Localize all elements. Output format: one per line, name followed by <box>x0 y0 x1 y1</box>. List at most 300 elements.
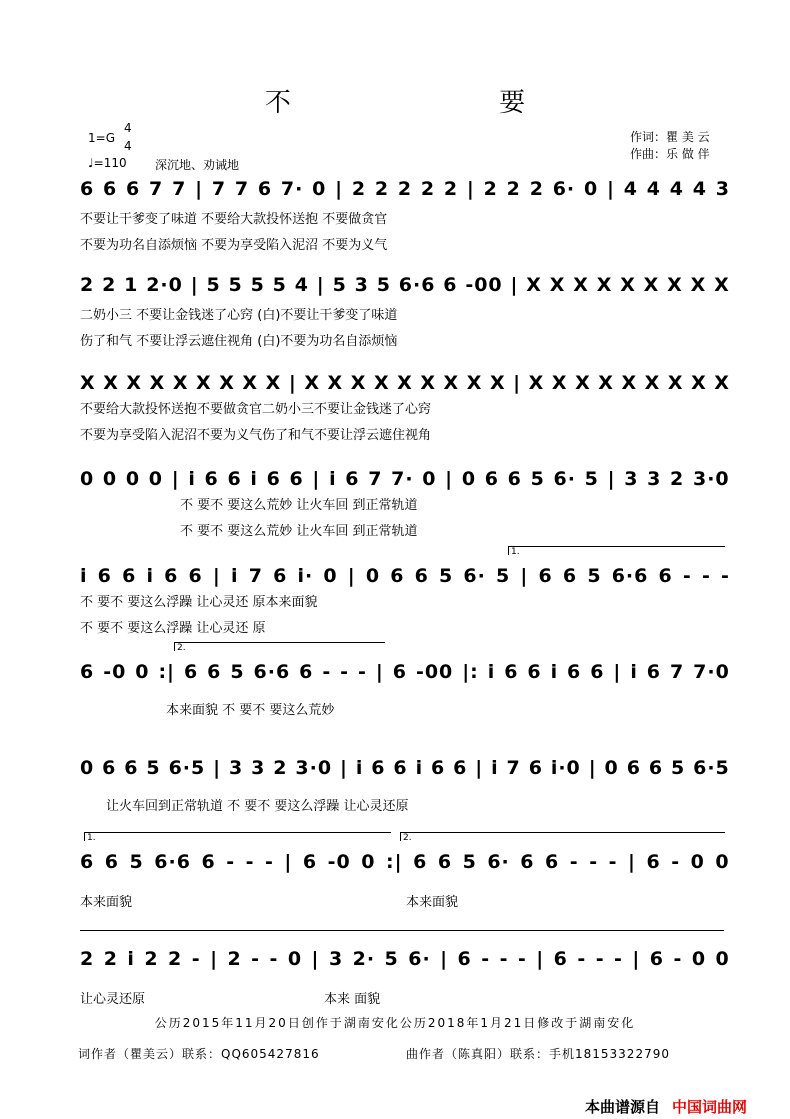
barline: | <box>445 468 454 490</box>
note-symbol: 6 <box>453 757 468 779</box>
note-symbol: 6 <box>437 851 453 873</box>
note-symbol: 6 <box>414 565 429 587</box>
note-symbol: X <box>420 372 436 394</box>
note-symbol: 6· <box>463 565 486 587</box>
note-symbol: - <box>265 851 274 873</box>
note-symbol: 0 <box>323 565 338 587</box>
barline: :| <box>386 851 403 873</box>
note-symbol: 5 <box>462 851 477 873</box>
note-symbol: X <box>172 372 189 394</box>
note-symbol: 4 <box>646 178 661 200</box>
note-symbol: 0 <box>715 948 730 970</box>
note-symbol: X <box>667 372 684 394</box>
note-symbol: X <box>573 274 589 296</box>
note-symbol: X <box>644 372 661 394</box>
barline: | <box>195 178 204 200</box>
note-symbol: X <box>327 372 344 394</box>
lyric-line-2: 不 要不 要这么荒妙 让火车回 到正常轨道 <box>180 524 418 539</box>
note-symbol: 6·6 <box>398 274 436 296</box>
note-symbol: 2 <box>506 178 521 200</box>
notes-line <box>80 849 730 875</box>
note-symbol: 6 <box>390 565 405 587</box>
note-symbol: - <box>589 851 599 873</box>
barline: | <box>375 661 384 683</box>
note-symbol: 2 <box>374 178 390 200</box>
note-symbol: i <box>630 661 638 683</box>
note-symbol: X <box>196 372 212 394</box>
note-symbol: 7 <box>669 661 685 683</box>
note-symbol: 5 <box>129 851 144 873</box>
note-symbol: 6 <box>538 565 553 587</box>
note-symbol: 6 <box>257 178 273 200</box>
barline: | <box>347 565 356 587</box>
note-symbol: 6 <box>97 565 112 587</box>
note-symbol: 2 <box>144 948 159 970</box>
source-site-link[interactable]: 中国词曲网 <box>672 1098 748 1116</box>
note-symbol: 7 <box>368 468 383 490</box>
note-symbol: 2 <box>397 178 413 200</box>
note-symbol: 2 <box>420 178 436 200</box>
note-symbol: i· <box>297 565 314 587</box>
note-symbol: - <box>517 948 527 970</box>
note-symbol: 0 <box>361 851 376 873</box>
note-symbol: 6· <box>552 178 576 200</box>
note-symbol: X <box>596 274 613 296</box>
note-symbol: i <box>231 565 239 587</box>
notes-line <box>80 370 730 396</box>
note-symbol: 6·5 <box>168 757 206 779</box>
note-symbol: X <box>443 372 460 394</box>
note-symbol: 6 <box>204 468 219 490</box>
note-symbol: 0 <box>690 851 705 873</box>
note-symbol: 7·0 <box>693 661 730 683</box>
lyric-line-1: 二奶小三 不要让金钱迷了心窍 (白)不要让干爹变了味道 <box>80 308 398 323</box>
note-symbol: 6 <box>484 468 499 490</box>
barline: | <box>335 178 344 200</box>
lyric-line-2: 伤了和气 不要让浮云遮住视角 (白)不要为功名自添烦恼 <box>80 334 398 349</box>
barline: | <box>212 565 221 587</box>
lyric-line-1: 不 要不 要这么浮躁 让心灵还 原本来面貌 <box>80 595 318 610</box>
note-symbol: 6· <box>553 468 576 490</box>
note-symbol: i <box>188 468 196 490</box>
note-symbol: 6 <box>266 468 281 490</box>
note-symbol: - <box>340 661 350 683</box>
note-symbol: 6 <box>567 661 582 683</box>
note-symbol: 5 <box>376 274 391 296</box>
note-symbol: 5 <box>230 661 245 683</box>
notes-line <box>80 272 730 298</box>
note-symbol: 6· <box>408 948 431 970</box>
note-symbol: i <box>80 565 88 587</box>
note-symbol: i <box>487 661 496 683</box>
barline: | <box>510 274 519 296</box>
note-symbol: 7 <box>506 757 521 779</box>
note-symbol: 6 <box>520 851 535 873</box>
note-symbol: 6 <box>527 661 542 683</box>
note-symbol: 5 <box>272 274 287 296</box>
note-symbol: - <box>481 948 491 970</box>
note-symbol: 5 <box>584 468 599 490</box>
note-symbol: 2·0 <box>146 274 183 296</box>
note-symbol: X <box>549 274 566 296</box>
note-symbol: 6 <box>646 661 662 683</box>
time-signature-bottom: 4 <box>124 139 132 153</box>
note-symbol: 6 <box>646 851 661 873</box>
note-symbol: 2 <box>670 468 685 490</box>
barline: | <box>632 948 641 970</box>
lyric-line-2: 本来 面貌 <box>324 992 381 1007</box>
note-symbol: 6 <box>413 851 428 873</box>
note-symbol: - <box>251 948 261 970</box>
notes-line <box>80 755 730 781</box>
note-symbol: i <box>550 661 559 683</box>
barline: | <box>628 851 636 873</box>
notes-line <box>80 466 730 492</box>
note-symbol: 6 <box>507 468 522 490</box>
note-symbol: 2 <box>80 948 95 970</box>
note-symbol: i <box>329 468 337 490</box>
barline: | <box>288 372 297 394</box>
note-symbol: 6 <box>553 948 568 970</box>
note-symbol: 2 <box>80 274 95 296</box>
note-symbol: 6 <box>273 565 288 587</box>
note-symbol: - <box>595 948 605 970</box>
note-symbol: 6 <box>289 468 304 490</box>
key-signature: 1=G <box>88 131 115 145</box>
note-symbol: 6 <box>648 757 664 779</box>
note-symbol: 3·0 <box>692 468 730 490</box>
note-symbol: 5 <box>146 757 161 779</box>
note-symbol: 3 <box>354 274 369 296</box>
slur-line <box>80 930 724 939</box>
note-symbol: - <box>682 565 692 587</box>
note-symbol: 6 <box>299 661 314 683</box>
note-symbol: 6· <box>487 851 510 873</box>
barline: | <box>520 565 529 587</box>
note-symbol: 6 <box>545 851 560 873</box>
note-symbol: 5 <box>496 565 511 587</box>
note-symbol: 0 <box>365 565 381 587</box>
lyric-line-1: 本来面貌 不 要不 要这么荒妙 <box>166 703 335 718</box>
note-symbol: 2 <box>102 274 117 296</box>
note-symbol: -0 <box>327 851 351 873</box>
note-symbol: 6·5 <box>693 757 730 779</box>
note-symbol: X <box>149 372 166 394</box>
lyric-line-1: 不 要不 要这么荒妙 让火车回 到正常轨道 <box>180 498 418 513</box>
volta-bracket-2 <box>400 832 725 841</box>
notes-line <box>80 176 730 202</box>
note-symbol: 0 <box>422 468 437 490</box>
lyric-line-2: 不要为享受陷入泥沼不要为义气伤了和气不要让浮云遮住视角 <box>80 428 432 443</box>
note-symbol: -00 <box>465 274 503 296</box>
note-symbol: 6 <box>183 661 199 683</box>
note-symbol: 5 <box>228 274 243 296</box>
note-symbol: 6 <box>345 468 360 490</box>
note-symbol: 5 <box>530 468 545 490</box>
note-symbol: 6 <box>504 661 519 683</box>
note-symbol: - <box>671 851 681 873</box>
note-symbol: - <box>269 948 279 970</box>
note-symbol: -0 <box>103 661 127 683</box>
expression-marking: 深沉地、劝诫地 <box>155 158 240 172</box>
page-title: 不 要 <box>264 88 626 118</box>
note-symbol: X <box>690 274 707 296</box>
note-symbol: 3·0 <box>295 757 333 779</box>
barline: | <box>284 851 293 873</box>
note-symbol: - <box>358 661 367 683</box>
note-symbol: X <box>350 372 367 394</box>
note-symbol: 5 <box>332 274 347 296</box>
barline: | <box>536 948 545 970</box>
note-symbol: 6 <box>626 757 641 779</box>
barline: | <box>440 948 449 970</box>
note-symbol: X <box>397 372 413 394</box>
notes-line <box>80 659 730 685</box>
creation-date-note: 公历2015年11月20日创作于湖南安化公历2018年1月21日修改于湖南安化 <box>154 1016 636 1030</box>
note-symbol: 0 <box>80 757 95 779</box>
note-symbol: 0 <box>691 948 707 970</box>
note-symbol: i <box>415 757 424 779</box>
barline: | <box>607 468 616 490</box>
note-symbol: 0 <box>312 178 327 200</box>
note-symbol: X <box>575 372 591 394</box>
volta-bracket-1 <box>84 832 391 841</box>
barline: :| <box>158 661 175 683</box>
note-symbol: - <box>701 565 711 587</box>
note-symbol: 6 <box>590 661 605 683</box>
composer-credit: 作曲：乐 做 伴 <box>630 147 710 161</box>
note-symbol: 4 <box>623 178 638 200</box>
note-symbol: - <box>608 851 618 873</box>
note-symbol: 6 <box>124 757 139 779</box>
note-symbol: - <box>673 948 683 970</box>
note-symbol: 6 <box>430 757 446 779</box>
note-symbol: 4 <box>294 274 309 296</box>
note-symbol: 6 <box>528 757 543 779</box>
lyric-line-1: 本来面貌 <box>80 895 133 910</box>
note-symbol: 7· <box>280 178 304 200</box>
note-symbol: -00 <box>415 661 454 683</box>
volta-bracket-2 <box>174 642 385 651</box>
note-symbol: 7 <box>234 178 250 200</box>
note-symbol: - <box>245 851 255 873</box>
note-symbol: 6 <box>126 178 141 200</box>
note-symbol: 2 <box>443 178 459 200</box>
note-symbol: 2 <box>529 178 544 200</box>
note-symbol: 6·6 <box>253 661 291 683</box>
note-symbol: X <box>714 274 730 296</box>
source-label: 本曲谱源自 <box>585 1098 661 1116</box>
note-symbol: - <box>191 948 201 970</box>
note-symbol: i <box>127 948 135 970</box>
note-symbol: 7 <box>248 565 263 587</box>
note-symbol: 3 <box>624 468 639 490</box>
note-symbol: 5 <box>250 274 265 296</box>
note-symbol: 6 <box>457 948 472 970</box>
barline: | <box>210 948 219 970</box>
lyricist-contact: 词作者（瞿美云）联系：QQ605427816 <box>78 1047 320 1061</box>
barline: | <box>316 274 325 296</box>
note-symbol: 6 <box>122 565 137 587</box>
notes-line <box>80 563 730 589</box>
note-symbol: - <box>614 948 623 970</box>
note-symbol: 4 <box>669 178 684 200</box>
note-symbol: X <box>265 372 282 394</box>
note-symbol: X <box>219 372 235 394</box>
lyric-line-2: 不 要不 要这么浮躁 让心灵还 原 <box>80 621 266 636</box>
note-symbol: - <box>577 948 587 970</box>
note-symbol: 6 <box>302 851 318 873</box>
notes-line <box>80 946 730 972</box>
note-symbol: 6 <box>658 565 673 587</box>
note-symbol: 7 <box>149 178 164 200</box>
barline: | <box>513 372 522 394</box>
note-symbol: X <box>598 372 614 394</box>
note-symbol: 6 <box>188 565 203 587</box>
note-symbol: 7 <box>211 178 227 200</box>
lyricist-credit: 作词：瞿 美 云 <box>630 130 710 144</box>
note-symbol: X <box>489 372 506 394</box>
note-symbol: X <box>620 274 636 296</box>
barline: |: <box>462 661 479 683</box>
note-symbol: X <box>667 274 683 296</box>
note-symbol: 6 <box>80 661 95 683</box>
note-symbol: X <box>551 372 568 394</box>
note-symbol: 0 <box>583 178 599 200</box>
note-symbol: 5 <box>439 565 454 587</box>
volta-number-1: 1. <box>87 833 96 843</box>
volta-number-1: 1. <box>511 547 520 557</box>
note-symbol: 5 <box>670 757 686 779</box>
note-symbol: 2 <box>227 948 242 970</box>
note-symbol: 7 <box>172 178 187 200</box>
barline: | <box>340 757 348 779</box>
note-symbol: 3 <box>229 757 244 779</box>
volta-number-2: 2. <box>403 833 412 843</box>
note-symbol: X <box>526 274 542 296</box>
note-symbol: X <box>373 372 390 394</box>
note-symbol: 6 <box>371 757 386 779</box>
note-symbol: X <box>643 274 660 296</box>
volta-bracket-1 <box>508 546 725 555</box>
source-credit <box>585 1096 747 1117</box>
lyric-line-1: 不要给大款投怀送抱不要做贪官二奶小三不要让金钱迷了心窍 <box>80 402 432 417</box>
note-symbol: i <box>146 565 154 587</box>
note-symbol: 0 <box>125 468 141 490</box>
note-symbol: 7· <box>391 468 414 490</box>
note-symbol: 6 <box>201 851 216 873</box>
note-symbol: 0 <box>461 468 477 490</box>
note-symbol: 2 <box>103 948 118 970</box>
note-symbol: 3 <box>251 757 266 779</box>
note-symbol: X <box>621 372 638 394</box>
note-symbol: 2 <box>168 948 183 970</box>
note-symbol: i <box>250 468 258 490</box>
note-symbol: 2 <box>483 178 498 200</box>
note-symbol: X <box>80 372 96 394</box>
note-symbol: 6 <box>562 565 578 587</box>
note-symbol: - <box>499 948 509 970</box>
barline: | <box>311 948 320 970</box>
note-symbol: 1 <box>124 274 139 296</box>
note-symbol: i <box>355 757 364 779</box>
note-symbol: 6 <box>80 178 95 200</box>
note-symbol: 3 <box>328 948 344 970</box>
note-symbol: 0 <box>148 468 163 490</box>
composer-contact: 曲作者（陈真阳）联系：手机18153322790 <box>406 1047 670 1061</box>
note-symbol: 0 <box>80 468 95 490</box>
note-symbol: 6·6 <box>611 565 649 587</box>
barline: | <box>588 757 597 779</box>
note-symbol: 2 <box>351 178 367 200</box>
note-symbol: X <box>528 372 545 394</box>
note-symbol: 5 <box>384 948 399 970</box>
note-symbol: 6 <box>227 468 242 490</box>
note-symbol: 5 <box>587 565 602 587</box>
lyric-line-1: 让火车回到正常轨道 不 要不 要这么浮躁 让心灵还原 <box>106 799 409 814</box>
note-symbol: - <box>226 851 236 873</box>
barline: | <box>466 178 475 200</box>
note-symbol: 6 <box>207 661 222 683</box>
note-symbol: X <box>304 372 320 394</box>
barline: | <box>213 757 222 779</box>
note-symbol: X <box>466 372 483 394</box>
note-symbol: - <box>322 661 332 683</box>
note-symbol: i·0 <box>550 757 581 779</box>
barline: | <box>613 661 622 683</box>
barline: | <box>475 757 484 779</box>
note-symbol: X <box>691 372 707 394</box>
note-symbol: 6 <box>392 661 407 683</box>
barline: | <box>171 468 180 490</box>
lyric-line-1: 不要让干爹变了味道 不要给大款投怀送抱 不要做贪官 <box>80 212 388 227</box>
barline: | <box>606 178 615 200</box>
note-symbol: X <box>103 372 119 394</box>
note-symbol: 6 <box>104 851 119 873</box>
note-symbol: X <box>714 372 730 394</box>
note-symbol: 0 <box>135 661 150 683</box>
note-symbol: 3 <box>715 178 730 200</box>
tempo-marking: ♩=110 <box>88 156 127 170</box>
note-symbol: 0 <box>287 948 303 970</box>
note-symbol: 2 <box>273 757 288 779</box>
time-signature-top: 4 <box>124 121 132 135</box>
note-symbol: 6 <box>102 757 117 779</box>
note-symbol: 6 <box>164 565 179 587</box>
note-symbol: 0 <box>715 851 730 873</box>
note-symbol: 6 <box>80 851 95 873</box>
barline: | <box>190 274 199 296</box>
note-symbol: 0 <box>604 757 619 779</box>
note-symbol: 4 <box>692 178 707 200</box>
lyric-line-1: 让心灵还原 <box>80 992 146 1007</box>
lyric-line-2: 本来面貌 <box>406 895 459 910</box>
note-symbol: i <box>491 757 499 779</box>
note-symbol: 6 <box>103 178 118 200</box>
note-symbol: 5 <box>206 274 221 296</box>
volta-number-2: 2. <box>177 643 186 653</box>
note-symbol: 3 <box>647 468 662 490</box>
note-symbol: X <box>126 372 143 394</box>
note-symbol: X <box>242 372 259 394</box>
note-symbol: 6·6 <box>154 851 191 873</box>
note-symbol: - <box>721 565 730 587</box>
note-symbol: 6 <box>443 274 458 296</box>
barline: | <box>312 468 321 490</box>
note-symbol: 6 <box>393 757 408 779</box>
lyric-line-2: 不要为功名自添烦恼 不要为享受陷入泥沼 不要为义气 <box>80 238 388 253</box>
note-symbol: 2· <box>352 948 376 970</box>
